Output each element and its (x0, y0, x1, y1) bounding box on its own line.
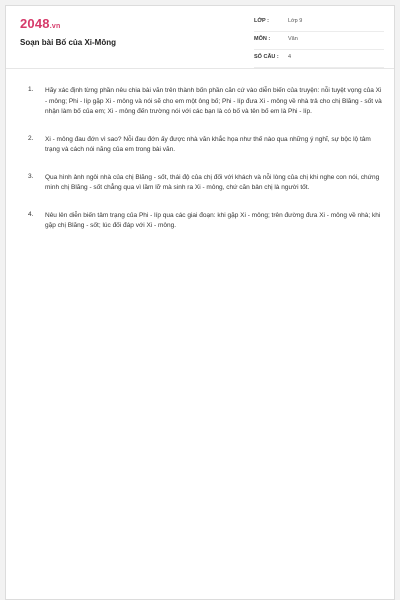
meta-row-subject (254, 34, 384, 50)
question-text: Xi - mông đau đớn vì sao? Nỗi đau đớn ấy được nhà văn khắc họa như thế nào qua những ý nghĩ, sự bộc lộ tâm trạng và cách nói năng của em trong bài văn. (45, 135, 371, 153)
question-number: 3. (28, 172, 34, 180)
meta-row-count (254, 52, 384, 68)
meta-info (254, 16, 384, 70)
subject-value: Văn (288, 36, 298, 42)
question-item (28, 211, 383, 232)
worksheet-page (5, 5, 395, 600)
question-text: Hãy xác định từng phần nêu chia bài văn trên thành bốn phần căn cứ vào diễn biến của truyện: nỗi tuyệt vọng của Xi - mông; Phi - líp gặp Xi - mông và nói sẽ cho em một ông bố; Phi - líp đưa Xi - mông về nhà trả cho chị Blăng - sốt và nhận làm bố của em; Xi - mông đến trường nói với các bạn là có bố và tên bố em là Phi - líp. (45, 87, 382, 115)
logo-main-text: 2048 (20, 16, 50, 31)
question-text: Qua hình ảnh ngôi nhà của chị Blăng - sốt, thái độ của chị đối với khách và nỗi lòng của chị khi nghe con nói, chứng minh chị Blăng - sốt chẳng qua vì lầm lỡ mà sinh ra Xi - mông, chứ căn bản chị là người tốt. (45, 173, 380, 191)
class-label: LỚP : (254, 18, 269, 24)
question-count-value: 4 (288, 54, 292, 60)
question-number: 2. (28, 134, 34, 142)
subject-label: MÔN : (254, 36, 271, 42)
class-value: Lớp 9 (288, 18, 303, 24)
page-title: Soạn bài Bố của Xi-Mông (20, 38, 117, 47)
question-count-label: SỐ CÂU : (254, 54, 279, 60)
meta-row-class (254, 16, 384, 32)
question-text: Nêu lên diễn biến tâm trạng của Phi - líp qua các giai đoạn: khi gặp Xi - mông; trên đường đưa Xi - mông về nhà; khi gặp chị Blăng - sốt; lúc đối đáp với Xi - mông. (45, 211, 381, 229)
question-number: 4. (28, 210, 34, 218)
question-item (28, 173, 383, 194)
worksheet-header (6, 6, 394, 69)
question-number: 1. (28, 86, 34, 93)
question-item (28, 86, 383, 118)
logo-suffix-text: .vn (49, 23, 61, 30)
site-logo[interactable] (20, 16, 60, 31)
question-list (28, 86, 383, 249)
question-item (28, 135, 383, 156)
